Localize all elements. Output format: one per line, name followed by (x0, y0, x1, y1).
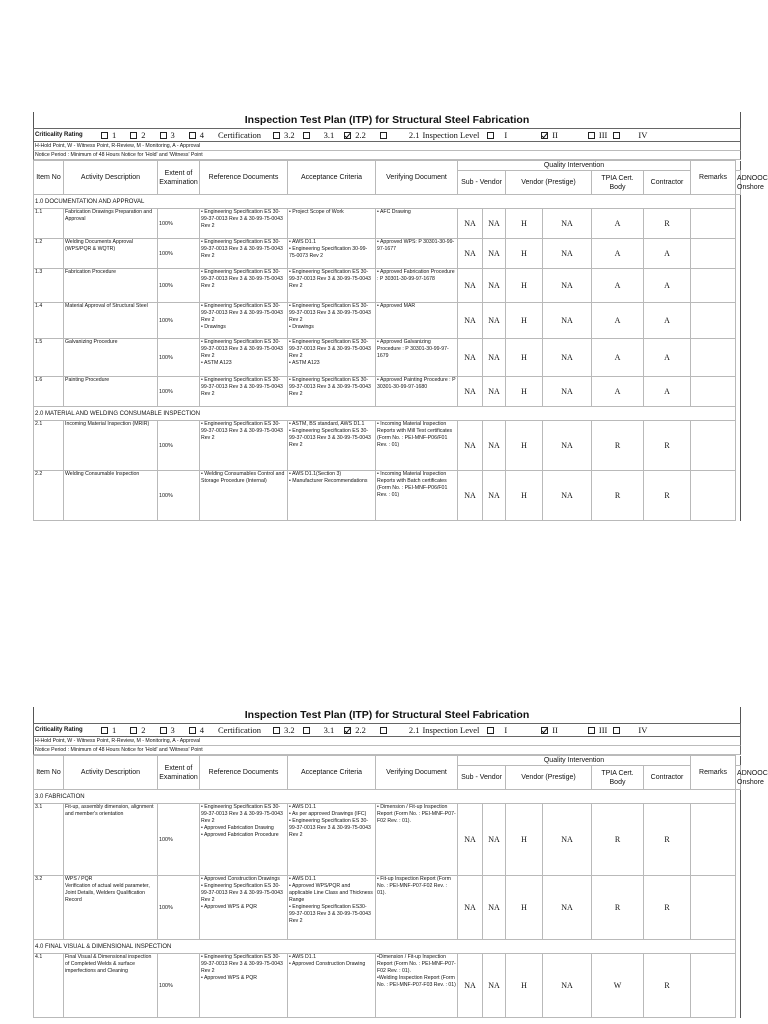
remarks-cell (691, 239, 736, 269)
extent-cell: 100% (158, 954, 200, 1018)
contractor-cell: R (592, 421, 644, 471)
activity-cell: Fabrication Procedure (64, 269, 158, 303)
acceptance-cell: • AWS D1.1 • Approved Construction Drawing (288, 954, 376, 1018)
notice-line: Notice Period : Minimum of 48 Hours Notice for 'Hold' and 'Witness' Point (33, 746, 741, 755)
activity-cell: Fit-up, assembly dimension, alignment and member's orientation (64, 804, 158, 876)
cert-2-2-label: 2.2 (355, 130, 366, 140)
vendor-cell: H (506, 209, 543, 239)
tpia-cell: NA (543, 804, 592, 876)
verifying-cell: • Fit-up Inspection Report (Form No. : PEI-MNF-P07-F02 Rev. : 01). (376, 876, 458, 940)
adnooc-cell: R (644, 421, 691, 471)
section-title: 3.0 FABRICATION (34, 790, 736, 804)
section-title: 2.0 MATERIAL AND WELDING CONSUMABLE INSPECTION (34, 407, 736, 421)
tpia-cell: NA (543, 303, 592, 339)
verifying-cell: • Approved Galvanizing Procedure : P 30301-30-99-97-1679 (376, 339, 458, 377)
acceptance-cell: • ASTM, BS standard, AWS D1.1 • Engineering Specification ES 30-99-37-0013 Rev 3 & 30-99-75-0043 Rev 2 (288, 421, 376, 471)
header-item-no: Item No (34, 756, 64, 790)
header-quality-intervention: Quality Intervention (458, 756, 691, 766)
legend-line: H-Hold Point, W - Witness Point, R-Review, M - Monitoring, A - Approval (33, 142, 741, 151)
section-row (34, 407, 741, 421)
reference-cell: • Engineering Specification ES 30-99-37-0013 Rev 3 & 30-99-75-0043 Rev 2 (200, 239, 288, 269)
level-3-label: III (598, 130, 608, 140)
legend-line: H-Hold Point, W - Witness Point, R-Review, M - Monitoring, A - Approval (33, 737, 741, 746)
section-row (34, 195, 741, 209)
cert-3-1-label: 3.1 (323, 130, 335, 140)
header-activity: Activity Description (64, 161, 158, 195)
rating-2-label: 2 (141, 130, 146, 140)
checkbox-level-1[interactable] (487, 727, 494, 734)
checkbox-rating-1[interactable] (101, 727, 108, 734)
adnooc-cell: A (644, 269, 691, 303)
verifying-cell: •Dimension / Fit-up Inspection Report (Form No. : PEI-MNF-P07-F02 Rev. : 01). •Welding Inspection Report (Form No. : PEI-MNF-P07-F03 Rev. : 01) (376, 954, 458, 1018)
level-1-label: I (504, 725, 508, 735)
cert-2-2-label: 2.2 (355, 725, 366, 735)
acceptance-cell: • AWS D1.1(Section 3) • Manufacturer Recommendations (288, 471, 376, 521)
header-extent: Extent of Examination (158, 161, 200, 195)
vendor-na-cell: NA (483, 339, 506, 377)
activity-cell: Incoming Material Inspection (MRIR) (64, 421, 158, 471)
adnooc-cell: A (644, 239, 691, 269)
cert-2-1-label: 2.1 (408, 130, 420, 140)
verifying-cell: • Incoming Material Inspection Reports with Mill Test certificates (Form No. : PEI-MNF-P06/F01 Rev. : 01) (376, 421, 458, 471)
header-acceptance: Acceptance Criteria (288, 161, 376, 195)
checkbox-rating-3[interactable] (160, 132, 167, 139)
vendor-cell: H (506, 804, 543, 876)
header-quality-intervention: Quality Intervention (458, 161, 691, 171)
rating-2-label: 2 (141, 725, 146, 735)
header-tpia: TPIA Cert. Body (592, 766, 644, 790)
header-sub-vendor: Sub - Vendor (458, 766, 506, 790)
sub-vendor-cell: NA (458, 471, 483, 521)
sub-vendor-cell: NA (458, 876, 483, 940)
vendor-na-cell: NA (483, 209, 506, 239)
level-2-label: II (552, 725, 558, 735)
adnooc-cell: R (644, 209, 691, 239)
remarks-cell (691, 954, 736, 1018)
checkbox-cert-2-1[interactable] (380, 727, 387, 734)
verifying-cell: • AFC Drawing (376, 209, 458, 239)
reference-cell: • Engineering Specification ES 30-99-37-0013 Rev 3 & 30-99-75-0043 Rev 2 • Approved WPS & PQR (200, 954, 288, 1018)
rating-1-label: 1 (112, 130, 117, 140)
vendor-na-cell: NA (483, 804, 506, 876)
checkbox-cert-3-2[interactable] (273, 727, 280, 734)
extent-cell: 100% (158, 209, 200, 239)
remarks-cell (691, 876, 736, 940)
rating-3-label: 3 (170, 725, 175, 735)
remarks-cell (691, 339, 736, 377)
itp-page-1 (33, 112, 768, 521)
checkbox-rating-4[interactable] (189, 132, 196, 139)
remarks-cell (691, 269, 736, 303)
reference-cell: • Engineering Specification ES 30-99-37-0013 Rev 3 & 30-99-75-0043 Rev 2 (200, 209, 288, 239)
itp-page-2 (33, 707, 768, 1018)
vendor-na-cell: NA (483, 377, 506, 407)
section-row (34, 940, 741, 954)
table-row (34, 239, 741, 269)
sub-vendor-cell: NA (458, 303, 483, 339)
level-2-label: II (552, 130, 558, 140)
contractor-cell: R (592, 471, 644, 521)
contractor-cell: A (592, 377, 644, 407)
contractor-cell: A (592, 303, 644, 339)
verifying-cell: • Approved WPS: P 30301-30-99-97-1677 (376, 239, 458, 269)
acceptance-cell: • AWS D1.1 • As per approved Drawings (IFC) • Engineering Specification ES 30-99-37-0013 Rev 3 & 30-99-75-0043 Rev 2 (288, 804, 376, 876)
contractor-cell: W (592, 954, 644, 1018)
contractor-cell: R (592, 876, 644, 940)
checkbox-cert-2-2[interactable] (344, 132, 351, 139)
checkbox-cert-3-1[interactable] (303, 727, 310, 734)
contractor-cell: R (592, 804, 644, 876)
header-contractor: Contractor (644, 766, 691, 790)
acceptance-cell: • Engineering Specification ES 30-99-37-0013 Rev 3 & 30-99-75-0043 Rev 2 (288, 269, 376, 303)
sub-vendor-cell: NA (458, 209, 483, 239)
vendor-na-cell: NA (483, 269, 506, 303)
header-adnooc: ADNOOC Onshore (736, 171, 741, 195)
item-no-cell: 1.3 (34, 269, 64, 303)
checkbox-rating-4[interactable] (189, 727, 196, 734)
criticality-bar (33, 723, 741, 737)
checkbox-level-3[interactable] (588, 727, 595, 734)
activity-cell: Painting Procedure (64, 377, 158, 407)
tpia-cell: NA (543, 876, 592, 940)
extent-cell: 100% (158, 239, 200, 269)
acceptance-cell: • Engineering Specification ES 30-99-37-0013 Rev 3 & 30-99-75-0043 Rev 2 • Drawings (288, 303, 376, 339)
activity-cell: Final Visual & Dimensional inspection of Completed Welds & surface imperfections and Cleaning (64, 954, 158, 1018)
vendor-na-cell: NA (483, 239, 506, 269)
vendor-cell: H (506, 269, 543, 303)
document-title: Inspection Test Plan (ITP) for Structural Steel Fabrication (33, 112, 741, 128)
rating-3-label: 3 (170, 130, 175, 140)
tpia-cell: NA (543, 239, 592, 269)
tpia-cell: NA (543, 209, 592, 239)
checkbox-level-2[interactable] (541, 132, 548, 139)
extent-cell: 100% (158, 471, 200, 521)
tpia-cell: NA (543, 421, 592, 471)
adnooc-cell: A (644, 303, 691, 339)
adnooc-cell: R (644, 954, 691, 1018)
header-acceptance: Acceptance Criteria (288, 756, 376, 790)
adnooc-cell: R (644, 804, 691, 876)
certification-label: Certification (218, 725, 261, 735)
vendor-cell: H (506, 239, 543, 269)
header-reference: Reference Documents (200, 756, 288, 790)
tpia-cell: NA (543, 269, 592, 303)
vendor-cell: H (506, 303, 543, 339)
remarks-cell (691, 209, 736, 239)
itp-table (33, 160, 768, 521)
item-no-cell: 3.1 (34, 804, 64, 876)
reference-cell: • Engineering Specification ES 30-99-37-0013 Rev 3 & 30-99-75-0043 Rev 2 • ASTM A123 (200, 339, 288, 377)
item-no-cell: 1.6 (34, 377, 64, 407)
activity-cell: Material Approval of Structural Steel (64, 303, 158, 339)
level-1-label: I (504, 130, 508, 140)
verifying-cell: • Approved Fabrication Procedure : P 30301-30-99-97-1678 (376, 269, 458, 303)
checkbox-rating-1[interactable] (101, 132, 108, 139)
sub-vendor-cell: NA (458, 804, 483, 876)
item-no-cell: 2.2 (34, 471, 64, 521)
verifying-cell: • Approved Painting Procedure : P 30301-30-99-97-1680 (376, 377, 458, 407)
sub-vendor-cell: NA (458, 421, 483, 471)
rating-4-label: 4 (199, 725, 204, 735)
tpia-cell: NA (543, 471, 592, 521)
adnooc-cell: R (644, 876, 691, 940)
adnooc-cell: A (644, 339, 691, 377)
tpia-cell: NA (543, 339, 592, 377)
header-contractor: Contractor (644, 171, 691, 195)
item-no-cell: 1.5 (34, 339, 64, 377)
remarks-cell (691, 804, 736, 876)
inspection-level-label: Inspection Level (422, 725, 480, 735)
cert-3-2-label: 3.2 (283, 130, 295, 140)
checkbox-cert-2-1[interactable] (380, 132, 387, 139)
rating-1-label: 1 (112, 725, 117, 735)
notice-line: Notice Period : Minimum of 48 Hours Notice for 'Hold' and 'Witness' Point (33, 151, 741, 160)
header-verifying: Verifying Document (376, 756, 458, 790)
contractor-cell: A (592, 339, 644, 377)
activity-cell: Galvanizing Procedure (64, 339, 158, 377)
item-no-cell: 2.1 (34, 421, 64, 471)
verifying-cell: • Approved MAR (376, 303, 458, 339)
checkbox-cert-3-2[interactable] (273, 132, 280, 139)
vendor-cell: H (506, 876, 543, 940)
item-no-cell: 3.2 (34, 876, 64, 940)
section-title: 1.0 DOCUMENTATION AND APPROVAL (34, 195, 736, 209)
rating-4-label: 4 (199, 130, 204, 140)
adnooc-cell: A (644, 377, 691, 407)
remarks-cell (691, 421, 736, 471)
vendor-cell: H (506, 377, 543, 407)
checkbox-level-1[interactable] (487, 132, 494, 139)
item-no-cell: 4.1 (34, 954, 64, 1018)
header-remarks: Remarks (691, 161, 736, 195)
cert-3-1-label: 3.1 (323, 725, 335, 735)
sub-vendor-cell: NA (458, 954, 483, 1018)
header-verifying: Verifying Document (376, 161, 458, 195)
header-activity: Activity Description (64, 756, 158, 790)
checkbox-rating-3[interactable] (160, 727, 167, 734)
header-adnooc: ADNOOC Onshore (736, 766, 741, 790)
acceptance-cell: • AWS D1.1 • Engineering Specification 30-99-75-0073 Rev 2 (288, 239, 376, 269)
reference-cell: • Engineering Specification ES 30-99-37-0013 Rev 3 & 30-99-75-0043 Rev 2 (200, 269, 288, 303)
vendor-cell: H (506, 421, 543, 471)
header-extent: Extent of Examination (158, 756, 200, 790)
table-row (34, 303, 741, 339)
remarks-cell (691, 303, 736, 339)
item-no-cell: 1.1 (34, 209, 64, 239)
checkbox-level-4[interactable] (613, 727, 620, 734)
tpia-cell: NA (543, 954, 592, 1018)
extent-cell: 100% (158, 876, 200, 940)
extent-cell: 100% (158, 377, 200, 407)
reference-cell: • Engineering Specification ES 30-99-37-0013 Rev 3 & 30-99-75-0043 Rev 2 (200, 377, 288, 407)
criticality-label: Criticality Rating (35, 132, 83, 138)
activity-cell: Welding Documents Approval (WPS/PQR & WQTR) (64, 239, 158, 269)
criticality-bar (33, 128, 741, 142)
extent-cell: 100% (158, 339, 200, 377)
checkbox-rating-2[interactable] (130, 727, 137, 734)
table-row (34, 804, 741, 876)
header-reference: Reference Documents (200, 161, 288, 195)
acceptance-cell: • AWS D1.1 • Approved WPS/PQR and applicable Line Class and Thickness Range • Engineering Specification ES30-99-37-0013 Rev 3 & 30-99-75-0043 Rev 2 (288, 876, 376, 940)
table-row (34, 339, 741, 377)
reference-cell: • Engineering Specification ES 30-99-37-0013 Rev 3 & 30-99-75-0043 Rev 2 • Drawings (200, 303, 288, 339)
acceptance-cell: • Engineering Specification ES 30-99-37-0013 Rev 3 & 30-99-75-0043 Rev 2 • ASTM A123 (288, 339, 376, 377)
extent-cell: 100% (158, 804, 200, 876)
header-sub-vendor: Sub - Vendor (458, 171, 506, 195)
level-4-label: IV (638, 130, 648, 140)
table-row (34, 954, 741, 1018)
reference-cell: • Approved Construction Drawings • Engineering Specification ES 30-99-37-0013 Rev 3 & 30-99-75-0043 Rev 2 • Approved WPS & PQR (200, 876, 288, 940)
table-row (34, 471, 741, 521)
checkbox-cert-3-1[interactable] (303, 132, 310, 139)
checkbox-level-3[interactable] (588, 132, 595, 139)
vendor-na-cell: NA (483, 421, 506, 471)
itp-table (33, 755, 768, 1018)
vendor-cell: H (506, 471, 543, 521)
extent-cell: 100% (158, 421, 200, 471)
table-row (34, 209, 741, 239)
sub-vendor-cell: NA (458, 239, 483, 269)
contractor-cell: A (592, 209, 644, 239)
checkbox-cert-2-2[interactable] (344, 727, 351, 734)
contractor-cell: A (592, 269, 644, 303)
checkbox-level-2[interactable] (541, 727, 548, 734)
extent-cell: 100% (158, 303, 200, 339)
cert-2-1-label: 2.1 (408, 725, 420, 735)
table-row (34, 269, 741, 303)
checkbox-rating-2[interactable] (130, 132, 137, 139)
document-title: Inspection Test Plan (ITP) for Structural Steel Fabrication (33, 707, 741, 723)
sub-vendor-cell: NA (458, 339, 483, 377)
tpia-cell: NA (543, 377, 592, 407)
table-row (34, 377, 741, 407)
table-row (34, 421, 741, 471)
checkbox-level-4[interactable] (613, 132, 620, 139)
vendor-cell: H (506, 339, 543, 377)
remarks-cell (691, 377, 736, 407)
verifying-cell: • Incoming Material Inspection Reports with Batch certificates (Form No. : PEI-MNF-P06/F01 Rev. : 01) (376, 471, 458, 521)
level-4-label: IV (638, 725, 648, 735)
level-3-label: III (598, 725, 608, 735)
header-remarks: Remarks (691, 756, 736, 790)
contractor-cell: A (592, 239, 644, 269)
section-row (34, 790, 741, 804)
acceptance-cell: • Engineering Specification ES 30-99-37-0013 Rev 3 & 30-99-75-0043 Rev 2 (288, 377, 376, 407)
vendor-na-cell: NA (483, 876, 506, 940)
cert-3-2-label: 3.2 (283, 725, 295, 735)
vendor-cell: H (506, 954, 543, 1018)
criticality-label: Criticality Rating (35, 727, 83, 733)
activity-cell: Fabrication Drawings Preparation and Approval (64, 209, 158, 239)
item-no-cell: 1.4 (34, 303, 64, 339)
inspection-level-label: Inspection Level (422, 130, 480, 140)
vendor-na-cell: NA (483, 303, 506, 339)
header-tpia: TPIA Cert. Body (592, 171, 644, 195)
header-item-no: Item No (34, 161, 64, 195)
remarks-cell (691, 471, 736, 521)
reference-cell: • Welding Consumables Control and Storage Procedure (Internal) (200, 471, 288, 521)
activity-cell: WPS / PQR Verification of actual weld parameter, Joint Details, Welders Qualification Record (64, 876, 158, 940)
table-row (34, 876, 741, 940)
section-title: 4.0 FINAL VISUAL & DIMENSIONAL INSPECTION (34, 940, 736, 954)
certification-label: Certification (218, 130, 261, 140)
reference-cell: • Engineering Specification ES 30-99-37-0013 Rev 3 & 30-99-75-0043 Rev 2 (200, 421, 288, 471)
adnooc-cell: R (644, 471, 691, 521)
item-no-cell: 1.2 (34, 239, 64, 269)
header-vendor: Vendor (Prestige) (506, 766, 592, 790)
reference-cell: • Engineering Specification ES 30-99-37-0013 Rev 3 & 30-99-75-0043 Rev 2 • Approved Fabrication Drawing • Approved Fabrication Procedure (200, 804, 288, 876)
extent-cell: 100% (158, 269, 200, 303)
vendor-na-cell: NA (483, 471, 506, 521)
sub-vendor-cell: NA (458, 377, 483, 407)
acceptance-cell: • Project Scope of Work (288, 209, 376, 239)
vendor-na-cell: NA (483, 954, 506, 1018)
header-vendor: Vendor (Prestige) (506, 171, 592, 195)
verifying-cell: • Dimension / Fit-up Inspection Report (Form No. : PEI-MNF-P07-F02 Rev. : 01). (376, 804, 458, 876)
sub-vendor-cell: NA (458, 269, 483, 303)
activity-cell: Welding Consumable Inspection (64, 471, 158, 521)
